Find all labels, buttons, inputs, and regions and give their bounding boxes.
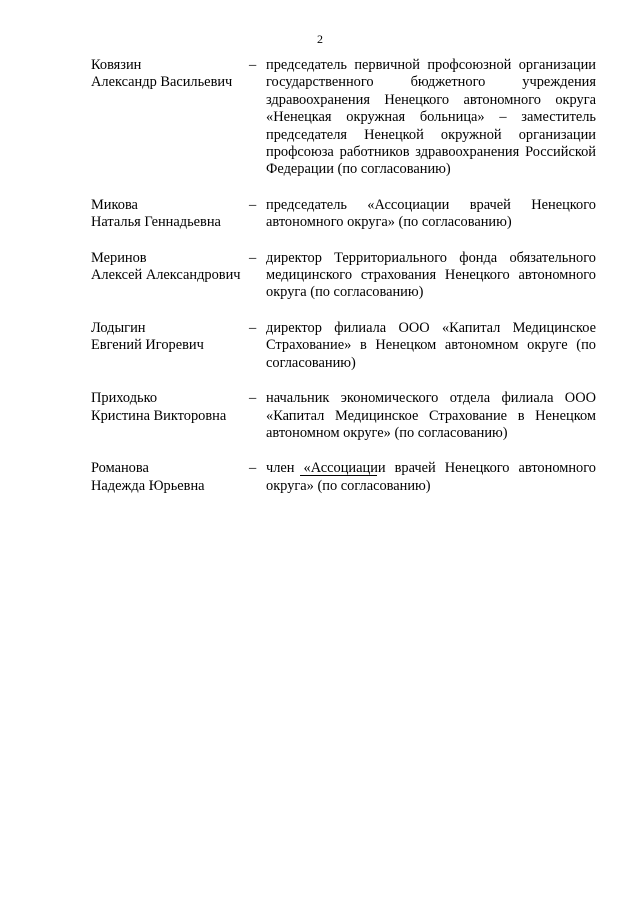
member-role: директор филиала ООО «Капитал Медицинское Страхование» в Ненецком автономном округе (по согласованию) [266, 319, 596, 371]
member-given-names: Наталья Геннадьевна [91, 214, 221, 231]
member-surname: Меринов [91, 249, 147, 266]
dash-separator: – [249, 319, 257, 336]
member-given-names: Кристина Викторовна [91, 407, 227, 424]
member-given-names: Алексей Александрович [91, 267, 241, 284]
member-surname: Приходько [91, 390, 158, 407]
member-role: директор Территориального фонда обязательного медицинского страхования Ненецкого автономного округа (по согласованию) [266, 249, 596, 301]
member-role: член «Ассоциации врачей Ненецкого автономного округа» (по согласованию) [266, 460, 596, 494]
member-row [91, 250, 596, 302]
dash-separator: – [249, 57, 257, 73]
member-name [91, 57, 249, 179]
member-role: председатель первичной профсоюзной организации государственного бюджетного учреждения здравоохранения Ненецкого автономного округа «Ненецкая окружная больница» – заместитель председателя Ненецкой окружной организации профсоюза работников здравоохранения Российской Федерации (по согласованию) [266, 57, 596, 178]
dash-separator: – [249, 249, 257, 266]
dash-separator: – [249, 460, 257, 477]
dash-separator: – [249, 196, 257, 213]
member-given-names: Евгений Игоревич [91, 337, 204, 354]
member-row [91, 320, 596, 372]
member-surname: Микова [91, 196, 138, 213]
member-surname: Лодыгин [91, 319, 146, 336]
member-role: начальник экономического отдела филиала ООО «Капитал Медицинское Страхование в Ненецком автономном округе» (по согласованию) [266, 390, 596, 441]
member-name [91, 460, 249, 495]
member-row [91, 57, 596, 179]
member-role: председатель «Ассоциации врачей Ненецкого автономного округа» (по согласованию) [266, 196, 596, 231]
end-of-document-line [300, 475, 377, 476]
member-name [91, 197, 249, 232]
member-surname: Ковязин [91, 57, 142, 73]
dash-separator: – [249, 390, 257, 407]
commission-members-list [91, 57, 596, 513]
member-given-names: Александр Васильевич [91, 74, 233, 91]
member-given-names: Надежда Юрьевна [91, 477, 205, 494]
member-row [91, 390, 596, 442]
member-name [91, 390, 249, 442]
page-number: 2 [317, 32, 323, 46]
member-row [91, 197, 596, 232]
member-name [91, 320, 249, 372]
member-name [91, 250, 249, 302]
member-row [91, 460, 596, 495]
member-surname: Романова [91, 460, 149, 477]
